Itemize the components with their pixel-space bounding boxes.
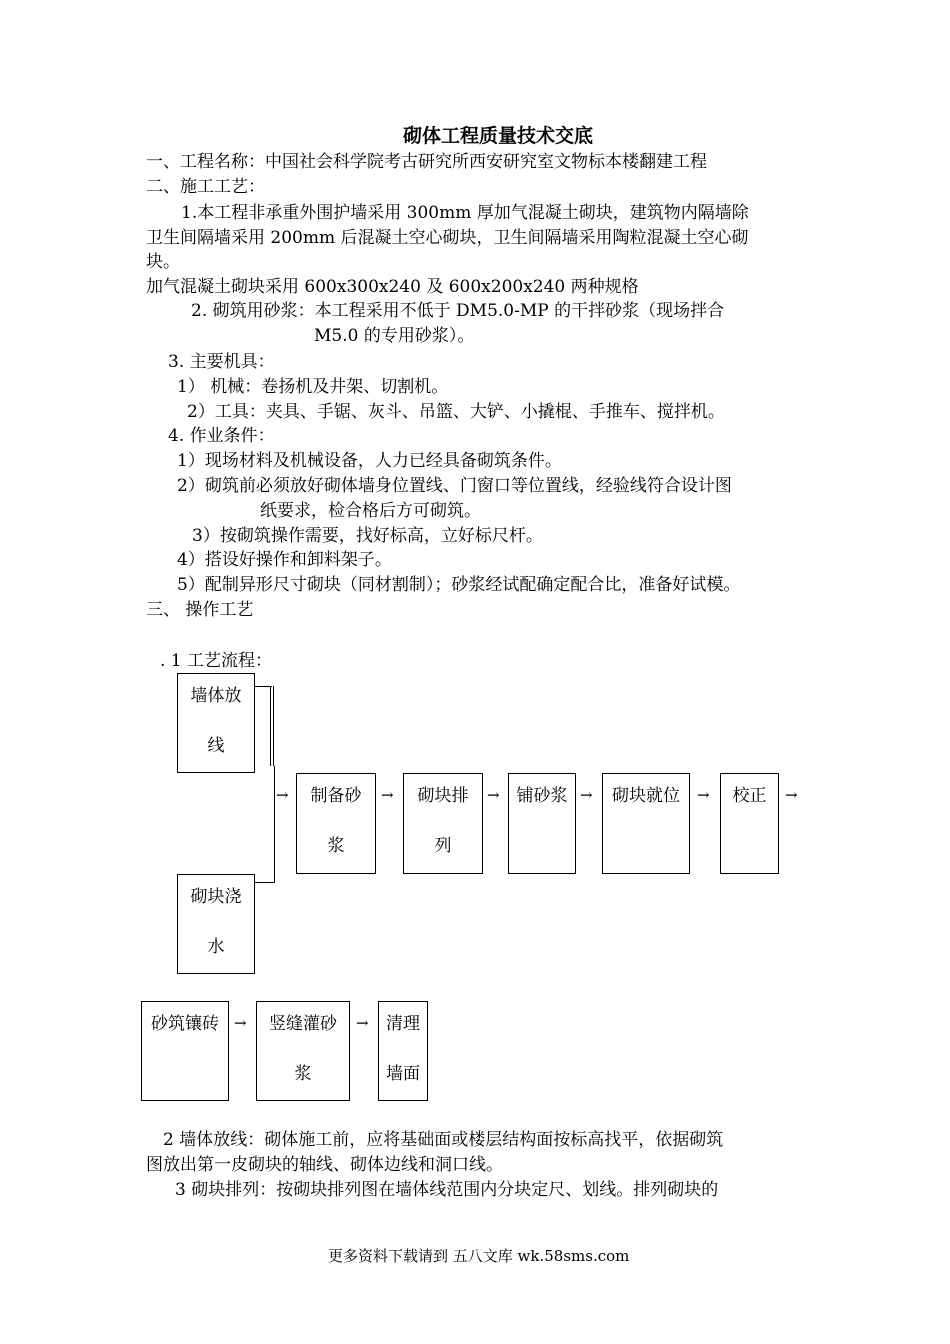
machinery-heading: 3. 主要机具：	[168, 352, 275, 372]
flow-arrow-7: →	[234, 1014, 247, 1032]
flow-box-prepare-mortar-line1: 制备砂	[310, 786, 362, 806]
conditions-item2b: 纸要求，检合格后方可砌筑。	[260, 501, 481, 521]
connector-vertical-top-2	[273, 686, 274, 766]
flow-box-block-placement	[602, 773, 690, 874]
flow-box-wall-layout-line2: 线	[207, 736, 225, 756]
flow-box-wall-layout-line1: 墙体放	[190, 686, 242, 706]
conditions-heading: 4. 作业条件：	[168, 426, 275, 446]
flow-box-prepare-mortar-line2: 浆	[327, 836, 345, 856]
flow-box-correction	[720, 773, 779, 874]
connector-bottom	[255, 882, 275, 883]
para1-line1: 1.本工程非承重外围护墙采用 300mm 厚加气混凝土砌块，建筑物内隔墙除	[181, 203, 749, 223]
connector-vertical-top	[270, 686, 271, 766]
conditions-item4: 4）搭设好操作和卸料架子。	[177, 550, 392, 570]
para5-line2: 图放出第一皮砌块的轴线、砌体边线和洞口线。	[146, 1155, 503, 1175]
machinery-item2: 2）工具：夹具、手锯、灰斗、吊篮、大铲、小撬棍、手推车、搅拌机。	[187, 402, 725, 422]
para1-line4: 加气混凝土砌块采用 600x300x240 及 600x200x240 两种规格	[146, 277, 639, 297]
project-name-value: 中国社会科学院考古研究所西安研究室文物标本楼翻建工程	[265, 152, 707, 172]
flow-box-wall-layout	[177, 673, 255, 773]
flow-arrow-8: →	[356, 1014, 369, 1032]
document-title: 砌体工程质量技术交底	[403, 125, 594, 147]
conditions-item5: 5）配制异形尺寸砌块（同材割制）；砂浆经试配确定配合比，准备好试模。	[177, 575, 741, 595]
flow-arrow-3: →	[487, 786, 500, 804]
conditions-item1: 1）现场材料及机械设备，人力已经具备砌筑条件。	[177, 451, 562, 471]
flow-box-correction-line1: 校正	[732, 786, 767, 806]
flow-box-vertical-joint-grouting-line1: 竖缝灌砂	[269, 1014, 337, 1034]
flow-box-block-watering-line1: 砌块浇	[190, 887, 242, 907]
flow-box-block-watering	[177, 874, 255, 974]
para5-line1: 2 墙体放线：砌体施工前，应将基础面或楼层结构面按标高找平，依据砌筑	[163, 1130, 724, 1150]
page-footer: 更多资料下载请到 五八文库 wk.58sms.com	[328, 1247, 630, 1265]
flow-box-prepare-mortar	[296, 773, 376, 874]
para2-line1: 2. 砌筑用砂浆：本工程采用不低于 DM5.0-MP 的干拌砂浆（现场拌合	[191, 301, 725, 321]
flow-arrow-2: →	[381, 786, 394, 804]
flow-arrow-1: →	[276, 786, 289, 804]
flow-box-vertical-joint-grouting-line2: 浆	[294, 1064, 312, 1084]
flow-box-spread-mortar	[508, 773, 576, 874]
para1-line2: 卫生间隔墙采用 200mm 后混凝土空心砌块，卫生间隔墙采用陶粒混凝土空心砌	[146, 228, 749, 248]
flow-box-clean-wall-line2: 墙面	[386, 1064, 420, 1084]
connector-vertical-bottom	[274, 766, 275, 883]
construction-process-heading: 二、施工工艺：	[146, 177, 265, 197]
flow-box-block-arrangement-line1: 砌块排	[417, 786, 469, 806]
flow-box-block-arrangement	[403, 773, 483, 874]
machinery-item1: 1） 机械：卷扬机及井架、切割机。	[177, 377, 449, 397]
flow-box-brick-inlay-line1: 砂筑镶砖	[151, 1014, 219, 1034]
flow-box-clean-wall	[378, 1001, 428, 1101]
project-name-label: 一、工程名称：	[146, 152, 265, 172]
conditions-item3: 3）按砌筑操作需要，找好标高，立好标尺杆。	[192, 526, 543, 546]
flow-box-brick-inlay	[141, 1001, 229, 1101]
flow-box-clean-wall-line1: 清理	[386, 1014, 420, 1034]
flow-arrow-5: →	[697, 786, 710, 804]
flow-heading: . 1 工艺流程：	[160, 651, 273, 671]
flow-arrow-4: →	[580, 786, 593, 804]
flow-box-vertical-joint-grouting	[256, 1001, 350, 1101]
para6-line1: 3 砌块排列：按砌块排列图在墙体线范围内分块定尺、划线。排列砌块的	[175, 1180, 719, 1200]
flow-arrow-6: →	[785, 786, 798, 804]
conditions-item2a: 2）砌筑前必须放好砌体墙身位置线、门窗口等位置线，经验线符合设计图	[177, 476, 732, 496]
flow-box-spread-mortar-line1: 铺砂浆	[516, 786, 568, 806]
flow-box-block-arrangement-line2: 列	[434, 836, 452, 856]
operation-process-heading: 三、 操作工艺	[146, 600, 254, 620]
flow-box-block-placement-line1: 砌块就位	[612, 786, 680, 806]
para1-line3: 块。	[146, 252, 180, 272]
project-name-line	[146, 150, 707, 174]
flow-box-block-watering-line2: 水	[207, 937, 225, 957]
para2-line2: M5.0 的专用砂浆）。	[314, 326, 475, 346]
